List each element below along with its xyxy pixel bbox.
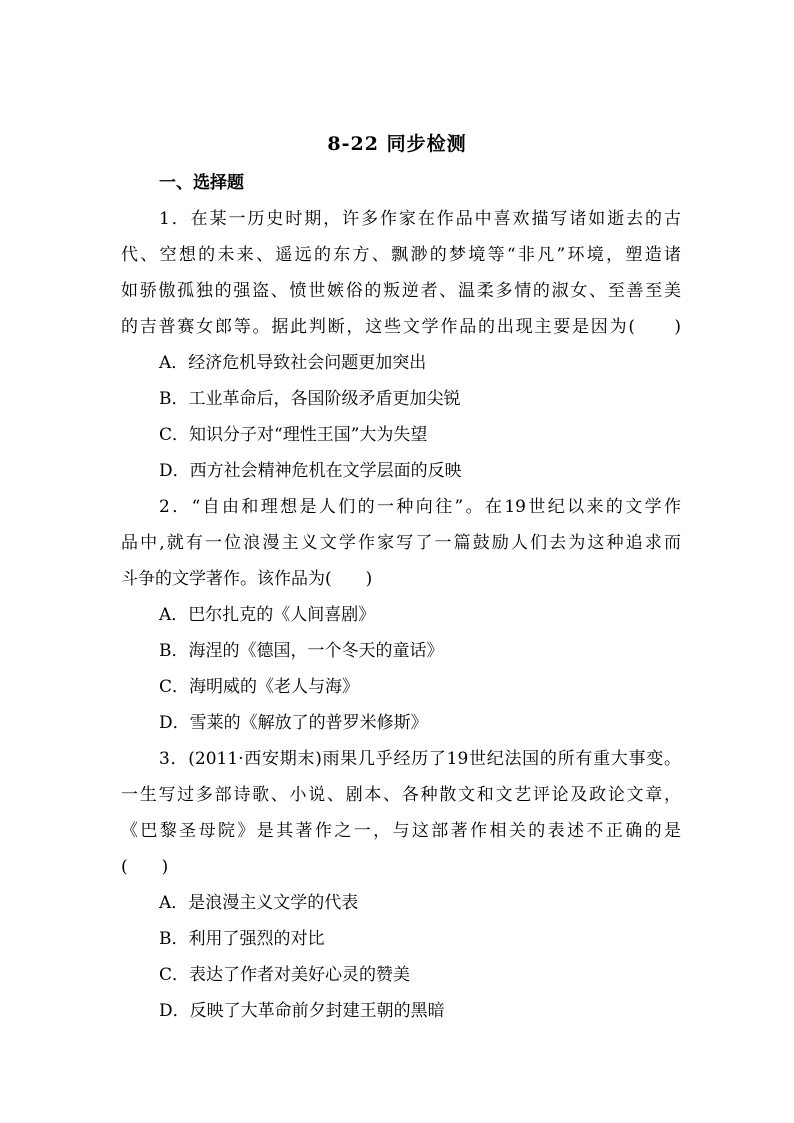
q3-stem-line-1: 3．(2011·西安期末)雨果几乎经历了19世纪法国的所有重大事变。 (159, 749, 681, 769)
q1-stem-line-2: 代、空想的未来、遥远的东方、飘渺的梦境等“非凡”环境，塑造诸 (121, 245, 681, 265)
q3-option-b: B．利用了强烈的对比 (159, 929, 325, 949)
q1-option-a: A．经济危机导致社会问题更加突出 (159, 353, 427, 373)
q3-stem-line-4: ( ) (121, 857, 169, 877)
q3-option-d: D．反映了大革命前夕封建王朝的黑暗 (159, 1001, 445, 1021)
q2-option-b: B．海涅的《德国，一个冬天的童话》 (159, 641, 444, 661)
q2-option-d: D．雪莱的《解放了的普罗米修斯》 (159, 713, 428, 733)
q2-option-c: C．海明威的《老人与海》 (159, 677, 360, 697)
q1-stem-line-1: 1．在某一历史时期，许多作家在作品中喜欢描写诸如逝去的古 (159, 209, 681, 229)
q2-option-a: A．巴尔扎克的《人间喜剧》 (159, 605, 376, 625)
q2-stem-line-3: 斗争的文学著作。该作品为( ) (121, 569, 373, 589)
q1-option-d: D．西方社会精神危机在文学层面的反映 (159, 461, 462, 481)
q3-option-c: C．表达了作者对美好心灵的赞美 (159, 965, 411, 985)
q1-option-c: C．知识分子对“理性王国”大为失望 (159, 425, 428, 445)
q1-stem-line-3: 如骄傲孤独的强盗、愤世嫉俗的叛逆者、温柔多情的淑女、至善至美 (121, 281, 681, 301)
q3-stem-line-2: 一生写过多部诗歌、小说、剧本、各种散文和文艺评论及政论文章， (121, 785, 681, 805)
q3-stem-line-3: 《巴黎圣母院》是其著作之一，与这部著作相关的表述不正确的是 (121, 821, 681, 841)
q3-option-a: A．是浪漫主义文学的代表 (159, 893, 359, 913)
q2-stem-line-2: 品中,就有一位浪漫主义文学作家写了一篇鼓励人们去为这种追求而 (121, 533, 681, 553)
page-title: 8-22 同步检测 (327, 133, 467, 155)
q1-option-b: B．工业革命后，各国阶级矛盾更加尖锐 (159, 389, 461, 409)
q2-stem-line-1: 2．“自由和理想是人们的一种向往”。在19世纪以来的文学作 (159, 497, 681, 517)
section-heading: 一、选择题 (159, 173, 244, 193)
q1-stem-line-4: 的吉普赛女郎等。据此判断，这些文学作品的出现主要是因为( ) (121, 317, 681, 337)
